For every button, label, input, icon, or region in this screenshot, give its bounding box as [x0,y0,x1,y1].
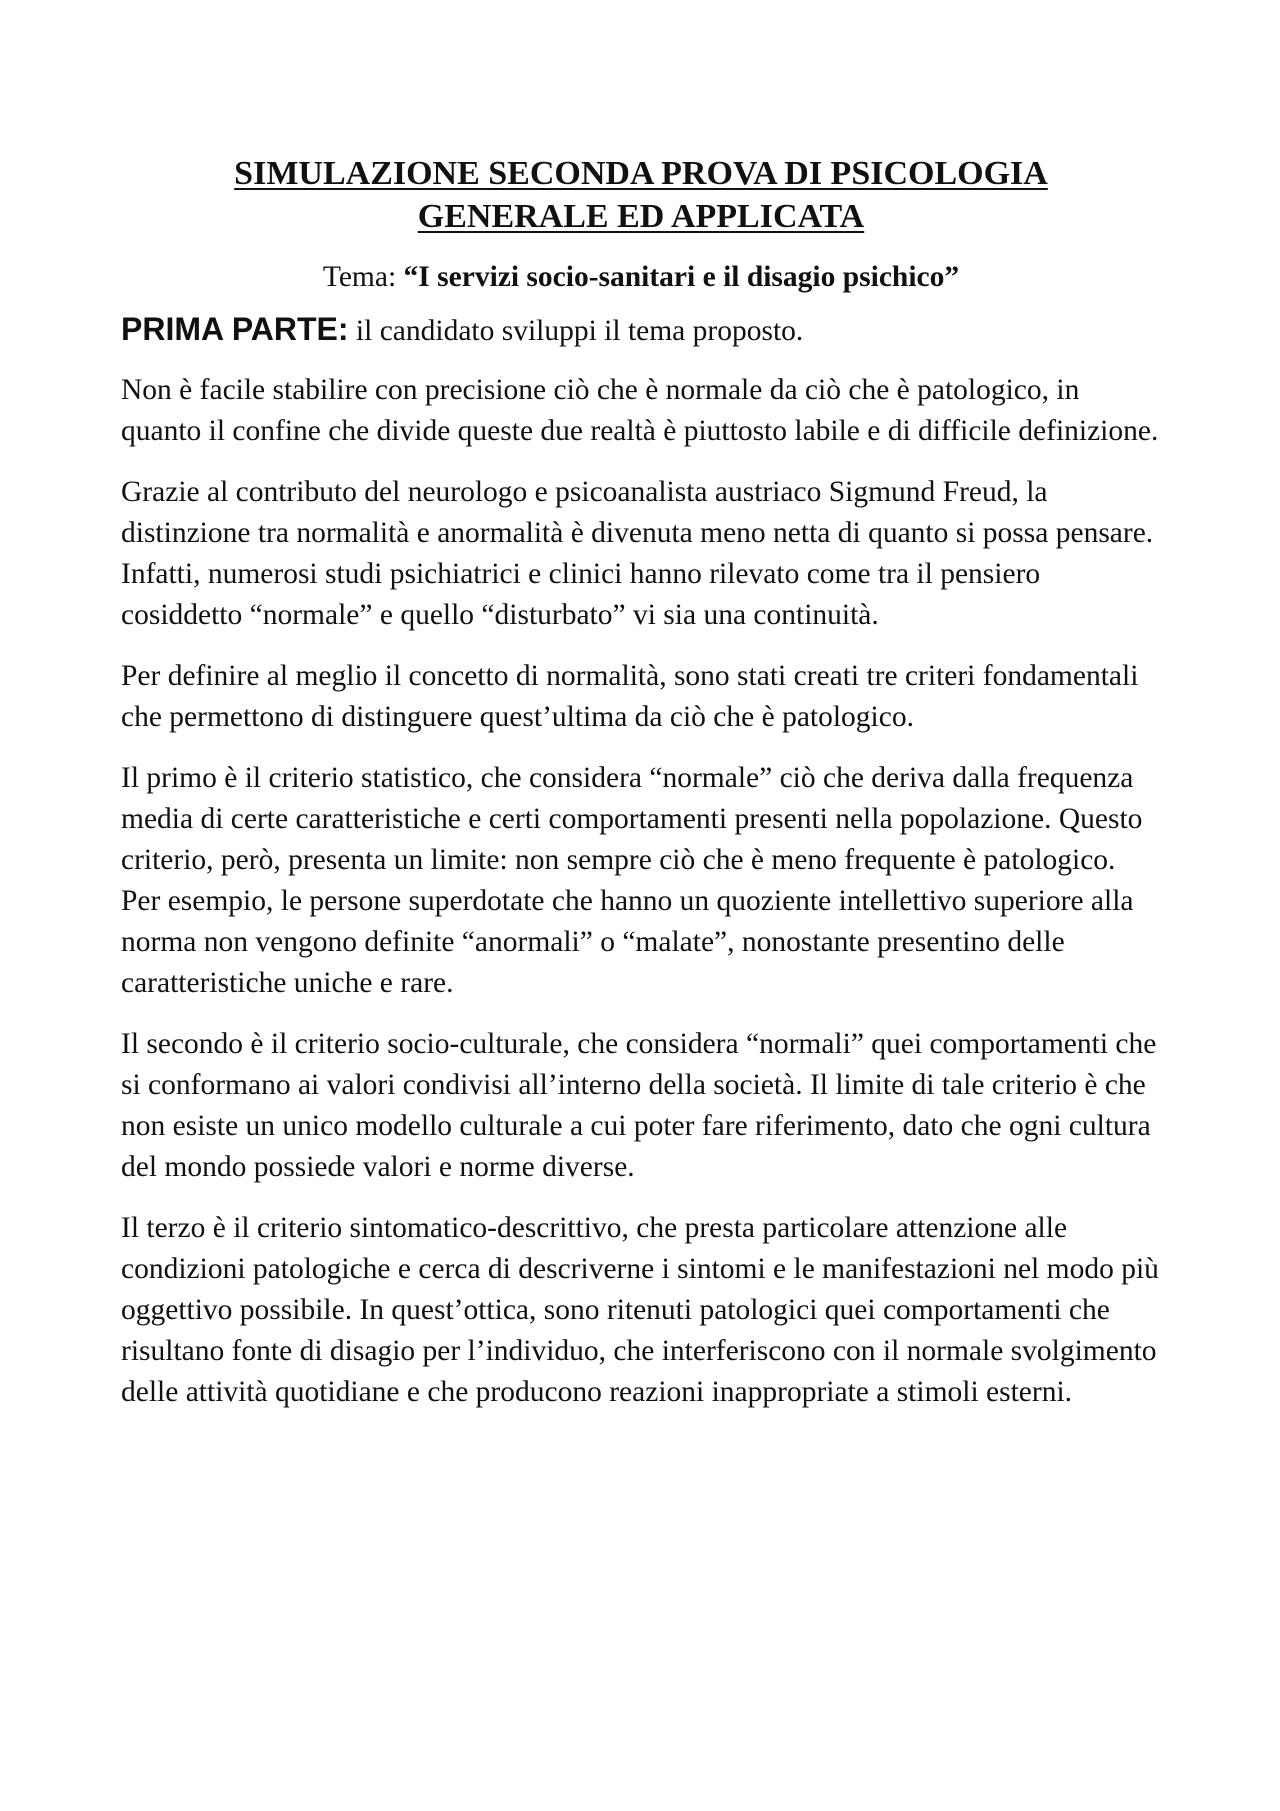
theme-line [121,258,1161,296]
paragraph-2: Grazie al contributo del neurologo e psicoanalista austriaco Sigmund Freud, la distinzione tra normalità e anormalità è divenuta meno netta di quanto si possa pensare. Infatti, numerosi studi psichiatrici e clinici hanno rilevato come tra il pensiero cosiddetto “normale” e quello “disturbato” vi sia una continuità. [121,476,1154,631]
part-instruction: il candidato sviluppi il tema proposto. [348,315,804,347]
title-line-1: SIMULAZIONE SECONDA PROVA DI PSICOLOGIA [234,155,1048,192]
paragraph-5: Il secondo è il criterio socio-culturale, che considera “normali” quei comportamenti che si conformano ai valori condivisi all’interno della società. Il limite di tale criterio è che non esiste un unico modello culturale a cui poter fare riferimento, dato che ogni cultura del mondo possiede valori e norme diverse. [121,1028,1157,1183]
document-title [121,152,1161,238]
part-label: PRIMA PARTE: [121,311,349,347]
theme-text: “I servizi socio-sanitari e il disagio psichico” [403,261,960,293]
paragraph-1: Non è facile stabilire con precisione ciò che è normale da ciò che è patologico, in quanto il confine che divide queste due realtà è piuttosto labile e di difficile definizione. [121,374,1159,447]
theme-label: Tema: [322,261,404,293]
part-heading [121,310,1161,350]
document-page [121,152,1161,1413]
paragraph-6: Il terzo è il criterio sintomatico-descrittivo, che presta particolare attenzione alle condizioni patologiche e cerca di descriverne i sintomi e le manifestazioni nel modo più oggettivo possibile. In quest’ottica, sono ritenuti patologici quei comportamenti che risultano fonte di disagio per l’individuo, che interferiscono con il normale svolgimento delle attività quotidiane e che producono reazioni inappropriate a stimoli esterni. [121,1212,1159,1408]
paragraph-4: Il primo è il criterio statistico, che considera “normale” ciò che deriva dalla frequenza media di certe caratteristiche e certi comportamenti presenti nella popolazione. Questo criterio, però, presenta un limite: non sempre ciò che è meno frequente è patologico. Per esempio, le persone superdotate che hanno un quoziente intellettivo superiore alla norma non vengono definite “anormali” o “malate”, nonostante presentino delle caratteristiche uniche e rare. [121,762,1143,999]
paragraph-3: Per definire al meglio il concetto di normalità, sono stati creati tre criteri fondamentali che permettono di distinguere quest’ultima da ciò che è patologico. [121,660,1139,733]
title-line-2: GENERALE ED APPLICATA [417,198,865,235]
